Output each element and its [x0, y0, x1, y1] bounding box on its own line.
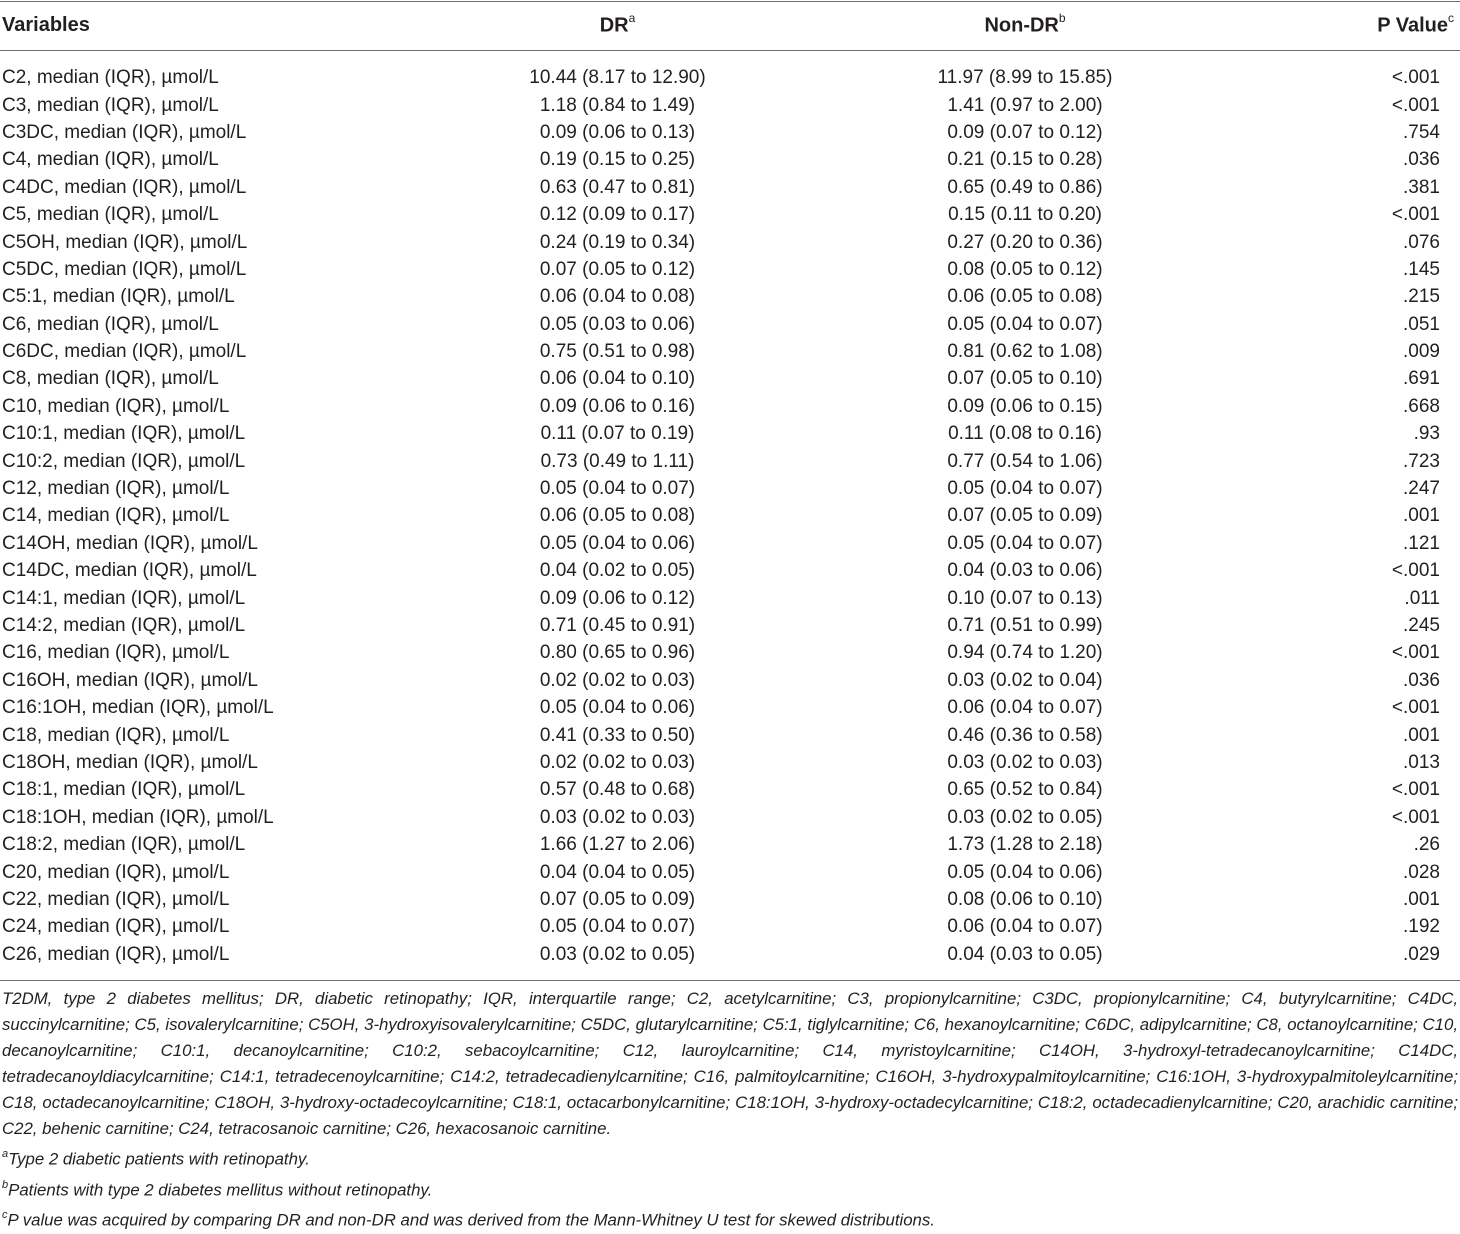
variable-cell: C16OH, median (IQR), µmol/L: [2, 669, 258, 691]
footnote-a: $^a$Type 2 diabetic patients with retinopathy.: [2, 1148, 310, 1169]
p-value-cell: <.001: [1391, 806, 1440, 828]
non-dr-cell: 0.04 (0.03 to 0.05): [947, 943, 1103, 965]
non-dr-cell: 0.03 (0.02 to 0.05): [947, 806, 1103, 828]
non-dr-cell: 0.05 (0.04 to 0.07): [947, 313, 1103, 335]
dr-cell: 1.18 (0.84 to 1.49): [539, 94, 696, 116]
table-row: [0, 721, 1460, 748]
dr-cell: 0.11 (0.07 to 0.19): [540, 423, 695, 445]
non-dr-cell: 0.77 (0.54 to 1.06): [947, 450, 1103, 472]
non-dr-cell: 0.07 (0.05 to 0.09): [947, 505, 1103, 527]
p-value-cell: <.001: [1391, 94, 1440, 116]
p-value-cell: .121: [1403, 532, 1440, 554]
dr-cell: 0.75 (0.51 to 0.98): [539, 341, 696, 363]
dr-cell: 0.04 (0.02 to 0.05): [539, 560, 696, 582]
p-value-cell: .381: [1403, 176, 1440, 198]
non-dr-cell: 0.05 (0.04 to 0.06): [947, 861, 1103, 883]
variable-cell: C10, median (IQR), µmol/L: [2, 395, 230, 417]
p-value-cell: <.001: [1391, 779, 1440, 801]
non-dr-cell: 0.46 (0.36 to 0.58): [947, 724, 1103, 746]
dr-cell: 0.80 (0.65 to 0.96): [539, 642, 696, 664]
p-value-cell: .036: [1403, 149, 1440, 171]
table-row: [0, 612, 1460, 639]
p-value-cell: .215: [1403, 286, 1440, 308]
bottom-rule: [0, 980, 1460, 981]
table-row: [0, 365, 1460, 392]
variable-cell: C14:1, median (IQR), µmol/L: [2, 587, 246, 609]
p-value-cell: .028: [1403, 861, 1440, 883]
dr-cell: 0.06 (0.04 to 0.08): [539, 286, 696, 308]
variable-cell: C18:1OH, median (IQR), µmol/L: [2, 806, 274, 828]
non-dr-cell: 0.05 (0.04 to 0.07): [947, 478, 1103, 500]
header-variables: Variables: [2, 14, 90, 36]
non-dr-cell: 0.04 (0.03 to 0.06): [947, 560, 1103, 582]
variable-cell: C10:2, median (IQR), µmol/L: [2, 450, 246, 472]
dr-cell: 0.04 (0.04 to 0.05): [539, 861, 696, 883]
non-dr-cell: 11.97 (8.99 to 15.85): [937, 67, 1113, 89]
dr-cell: 0.57 (0.48 to 0.68): [539, 779, 696, 801]
dr-cell: 0.06 (0.05 to 0.08): [539, 505, 696, 527]
dr-cell: 0.06 (0.04 to 0.10): [539, 368, 696, 390]
variable-cell: C14, median (IQR), µmol/L: [2, 505, 230, 527]
non-dr-cell: 0.08 (0.05 to 0.12): [947, 258, 1103, 280]
variable-cell: C14:2, median (IQR), µmol/L: [2, 615, 246, 636]
p-value-cell: <.001: [1391, 642, 1440, 664]
table-row: [0, 311, 1460, 338]
p-value-cell: .009: [1403, 341, 1440, 363]
footnote-c: $^c$P value was acquired by comparing DR and non-DR and was derived from the Mann-Whitney U test for skewed distributions.: [2, 1209, 935, 1230]
variable-cell: C5DC, median (IQR), µmol/L: [2, 258, 247, 280]
non-dr-cell: 0.81 (0.62 to 1.08): [947, 341, 1103, 363]
dr-cell: 0.19 (0.15 to 0.25): [539, 149, 696, 171]
non-dr-cell: 0.03 (0.02 to 0.04): [947, 669, 1103, 691]
non-dr-cell: 0.21 (0.15 to 0.28): [947, 149, 1103, 171]
table-row: [0, 584, 1460, 611]
dr-cell: 0.63 (0.47 to 0.81): [539, 176, 696, 198]
table-row: [0, 831, 1460, 858]
table-row: [0, 201, 1460, 228]
non-dr-cell: 0.94 (0.74 to 1.20): [947, 642, 1103, 664]
table-row: [0, 475, 1460, 502]
variable-cell: C16:1OH, median (IQR), µmol/L: [2, 697, 274, 719]
table-row: [0, 174, 1460, 201]
non-dr-cell: 0.03 (0.02 to 0.03): [947, 751, 1103, 773]
variable-cell: C5, median (IQR), µmol/L: [2, 204, 219, 226]
variable-cell: C16, median (IQR), µmol/L: [2, 642, 230, 664]
variable-cell: C24, median (IQR), µmol/L: [2, 916, 230, 938]
non-dr-cell: 0.71 (0.51 to 0.99): [947, 615, 1103, 636]
p-value-cell: .029: [1403, 943, 1440, 965]
dr-cell: 0.05 (0.04 to 0.07): [539, 916, 696, 938]
variable-cell: C6, median (IQR), µmol/L: [2, 313, 219, 335]
p-value-cell: .076: [1403, 231, 1440, 253]
dr-cell: 0.05 (0.04 to 0.07): [539, 478, 696, 500]
variable-cell: C5OH, median (IQR), µmol/L: [2, 231, 248, 253]
table-row: [0, 502, 1460, 529]
table-row: [0, 557, 1460, 584]
non-dr-cell: 0.05 (0.04 to 0.07): [947, 532, 1103, 554]
abbreviations-note: T2DM, type 2 diabetes mellitus; DR, diabetic retinopathy; IQR, interquartile range; C2, acetylcarnitine; C3, propionylcarnitine; C3DC, propionylcarnitine; C4, butyrylcarnitine; C4DC, succinylcarnitine; C5, isovalerylcarnitine; C5OH, 3-hydroxyisovalerylcarnitine; C5DC, glutarylcarnitine; C5:1, tiglylcarnitine; C6, hexanoylcarnitine; C6DC, adipylcarnitine; C8, octanoylcarnitine; C10, decanoylcarnitine; C10:1, decanoylcarnitine; C10:2, sebacoylcarnitine; C12, lauroylcarnitine; C14, myristoylcarnitine; C14OH, 3-hydroxyl-tetradecanoylcarnitine; C14DC, tetradecanoyldiacylcarnitine; C14:1, tetradecenoylcarnitine; C14:2, tetradecadienylcarnitine; C16, palmitoylcarnitine; C16OH, 3-hydroxypalmitoylcarnitine; C16:1OH, 3-hydroxypalmitoleylcarnitine; C18, octadecanoylcarnitine; C18OH, 3-hydroxy-octadecoylcarnitine; C18:1, octacarbonylcarnitine; C18:1OH, 3-hydroxy-octadecylcarnitine; C18:2, octadecadienylcarnitine; C20, arachidic carnitine; C22, behenic carnitine; C24, tetracosanoic carnitine; C26, hexacosanoic carnitine.: [2, 989, 1458, 1138]
p-value-cell: .723: [1403, 450, 1440, 472]
p-value-cell: .691: [1403, 368, 1440, 390]
non-dr-cell: 0.27 (0.20 to 0.36): [947, 231, 1103, 253]
table-row: [0, 776, 1460, 803]
table-row: [0, 530, 1460, 557]
p-value-cell: <.001: [1391, 697, 1440, 719]
p-value-cell: .145: [1403, 258, 1440, 280]
variable-cell: C18, median (IQR), µmol/L: [2, 724, 230, 746]
non-dr-cell: 0.65 (0.52 to 0.84): [947, 779, 1103, 801]
table-row: [0, 50, 1460, 91]
p-value-cell: .754: [1403, 121, 1440, 143]
dr-cell: 0.03 (0.02 to 0.03): [539, 806, 696, 828]
variable-cell: C8, median (IQR), µmol/L: [2, 368, 219, 390]
table-row: [0, 886, 1460, 913]
variable-cell: C10:1, median (IQR), µmol/L: [2, 423, 246, 445]
p-value-cell: <.001: [1391, 204, 1440, 226]
table-row: [0, 804, 1460, 831]
dr-cell: 0.02 (0.02 to 0.03): [539, 669, 696, 691]
dr-cell: 0.09 (0.06 to 0.16): [539, 395, 696, 417]
non-dr-cell: 0.15 (0.11 to 0.20): [948, 204, 1102, 226]
variable-cell: C3, median (IQR), µmol/L: [2, 94, 219, 116]
dr-cell: 1.66 (1.27 to 2.06): [539, 834, 696, 856]
p-value-cell: .247: [1403, 478, 1440, 500]
dr-cell: 0.12 (0.09 to 0.17): [539, 204, 696, 226]
footnote-b: $^b$Patients with type 2 diabetes mellitus without retinopathy.: [2, 1178, 433, 1200]
dr-cell: 0.24 (0.19 to 0.34): [539, 231, 696, 253]
dr-cell: 0.07 (0.05 to 0.12): [539, 258, 696, 280]
table-row: [0, 91, 1460, 118]
p-value-cell: .001: [1403, 888, 1440, 910]
table-row: [0, 447, 1460, 474]
table-row: [0, 283, 1460, 310]
non-dr-cell: 0.06 (0.04 to 0.07): [947, 697, 1103, 719]
table-header-row: [0, 0, 1460, 50]
table-row: [0, 749, 1460, 776]
table-row: [0, 913, 1460, 940]
p-value-cell: .668: [1403, 395, 1440, 417]
variable-cell: C18:2, median (IQR), µmol/L: [2, 834, 246, 856]
variable-cell: C2, median (IQR), µmol/L: [2, 67, 219, 89]
variable-cell: C12, median (IQR), µmol/L: [2, 478, 230, 500]
table-row: [0, 667, 1460, 694]
non-dr-cell: 0.09 (0.06 to 0.15): [947, 395, 1103, 417]
table-row: [0, 941, 1460, 968]
dr-cell: 10.44 (8.17 to 12.90): [529, 67, 706, 89]
non-dr-cell: 0.09 (0.07 to 0.12): [947, 121, 1103, 143]
table-row: [0, 119, 1460, 146]
variable-cell: C14OH, median (IQR), µmol/L: [2, 532, 258, 554]
variable-cell: C4, median (IQR), µmol/L: [2, 149, 219, 171]
non-dr-cell: 1.41 (0.97 to 2.00): [947, 94, 1103, 116]
table-body: [0, 50, 1460, 968]
variable-cell: C14DC, median (IQR), µmol/L: [2, 560, 257, 582]
variable-cell: C3DC, median (IQR), µmol/L: [2, 121, 247, 143]
dr-cell: 0.09 (0.06 to 0.12): [539, 587, 696, 609]
table-row: [0, 228, 1460, 255]
p-value-cell: .001: [1403, 724, 1440, 746]
table-row: [0, 694, 1460, 721]
p-value-cell: .245: [1403, 615, 1440, 636]
table-row: [0, 420, 1460, 447]
p-value-cell: .001: [1403, 505, 1440, 527]
dr-cell: 0.03 (0.02 to 0.05): [539, 943, 696, 965]
variable-cell: C4DC, median (IQR), µmol/L: [2, 176, 247, 198]
non-dr-cell: 0.06 (0.05 to 0.08): [947, 286, 1103, 308]
dr-cell: 0.73 (0.49 to 1.11): [540, 450, 695, 472]
dr-cell: 0.09 (0.06 to 0.13): [539, 121, 696, 143]
variable-cell: C6DC, median (IQR), µmol/L: [2, 341, 247, 363]
p-value-cell: .26: [1413, 834, 1440, 856]
p-value-cell: .013: [1403, 751, 1440, 773]
variable-cell: C5:1, median (IQR), µmol/L: [2, 286, 235, 308]
variable-cell: C18OH, median (IQR), µmol/L: [2, 751, 258, 773]
non-dr-cell: 0.11 (0.08 to 0.16): [948, 423, 1102, 445]
dr-cell: 0.07 (0.05 to 0.09): [539, 888, 696, 910]
p-value-cell: .036: [1403, 669, 1440, 691]
header-dr: $DR^a$: [599, 11, 636, 37]
p-value-cell: <.001: [1391, 67, 1440, 89]
dr-cell: 0.02 (0.02 to 0.03): [539, 751, 696, 773]
header-p-value: P Value$^c$: [1377, 11, 1454, 37]
table-row: [0, 146, 1460, 173]
p-value-cell: .051: [1403, 313, 1440, 335]
table-row: [0, 338, 1460, 365]
p-value-cell: .93: [1413, 423, 1440, 445]
variable-cell: C26, median (IQR), µmol/L: [2, 943, 230, 965]
table-row: [0, 393, 1460, 420]
p-value-cell: <.001: [1391, 560, 1440, 582]
dr-cell: 0.05 (0.04 to 0.06): [539, 697, 696, 719]
non-dr-cell: 0.10 (0.07 to 0.13): [947, 587, 1103, 609]
table-row: [0, 256, 1460, 283]
non-dr-cell: 0.07 (0.05 to 0.10): [947, 368, 1103, 390]
table-row: [0, 858, 1460, 885]
p-value-cell: .011: [1404, 587, 1440, 609]
dr-cell: 0.05 (0.04 to 0.06): [539, 532, 696, 554]
p-value-cell: .192: [1403, 916, 1440, 938]
table-row: [0, 639, 1460, 666]
dr-cell: 0.05 (0.03 to 0.06): [539, 313, 696, 335]
non-dr-cell: 0.08 (0.06 to 0.10): [947, 888, 1103, 910]
dr-cell: 0.71 (0.45 to 0.91): [539, 615, 696, 636]
variable-cell: C18:1, median (IQR), µmol/L: [2, 779, 246, 801]
variable-cell: C22, median (IQR), µmol/L: [2, 888, 230, 910]
non-dr-cell: 0.06 (0.04 to 0.07): [947, 916, 1103, 938]
table-notes: [2, 986, 1458, 1234]
non-dr-cell: 0.65 (0.49 to 0.86): [947, 176, 1103, 198]
variable-cell: C20, median (IQR), µmol/L: [2, 861, 230, 883]
dr-cell: 0.41 (0.33 to 0.50): [539, 724, 696, 746]
header-non-dr: Non-$DR^b$: [984, 11, 1066, 37]
non-dr-cell: 1.73 (1.28 to 2.18): [947, 834, 1103, 856]
